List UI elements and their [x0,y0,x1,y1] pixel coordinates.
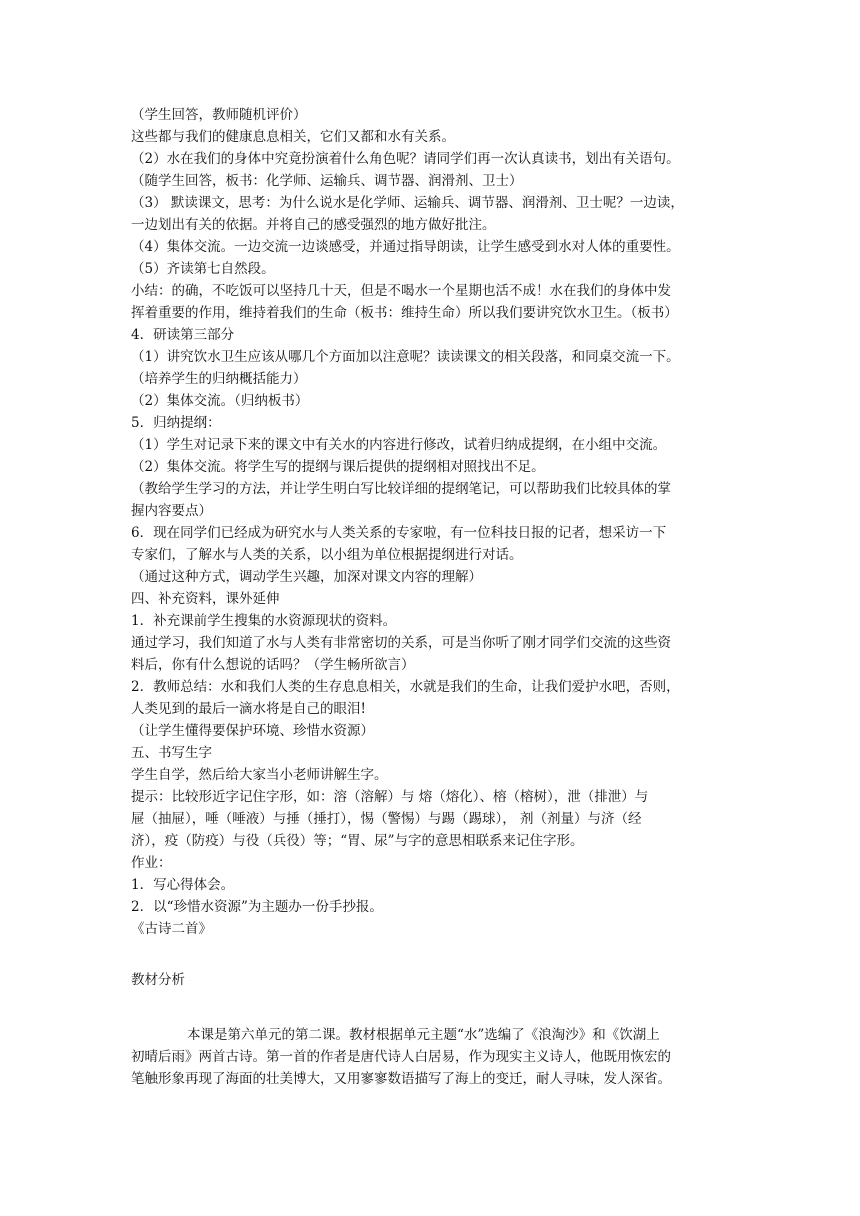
text-line: （5）齐读第七自然段。 [131,261,275,277]
text-line: 一边划出有关的依据。并将自己的感受强烈的地方做好批注。 [131,217,496,233]
text-line: （1）讲究饮水卫生应该从哪几个方面加以注意呢？读读课文的相关段落，和同桌交流一下。 [131,349,680,365]
text-line: 握内容要点） [131,503,212,519]
text-line: 1．写心得体会。 [131,877,235,893]
text-line: 屉（抽屉），唾（唾液）与捶（捶打），惕（警惕）与踢（踢球）， 剂（剂量）与济（经 [131,811,642,827]
text-line: （培养学生的归纳概括能力） [131,371,307,387]
text-line: 学生自学，然后给大家当小老师讲解生字。 [131,767,388,783]
document-body [131,104,731,1090]
text-line: （2）集体交流。（归纳板书） [131,393,309,409]
text-line: （2）水在我们的身体中究竟扮演着什么角色呢？请同学们再一次认真读书，划出有关语句。 [131,151,680,167]
text-line: 提示：比较形近字记住字形，如：溶（溶解）与 熔（熔化）、榕（榕树），泄（排泄）与 [131,789,649,805]
section-heading: 五、书写生字 [131,745,212,761]
text-line: 2．以“珍惜水资源”为主题办一份手抄报。 [131,899,383,915]
text-line: （学生回答，教师随机评价） [131,107,307,123]
section-heading: 教材分析 [131,972,185,988]
text-line: （2）集体交流。将学生写的提纲与课后提供的提纲相对照找出不足。 [131,459,545,475]
homework-heading: 作业： [131,855,172,871]
text-line: 料后，你有什么想说的话吗？（学生畅所欲言） [131,657,415,673]
text-line: 济），疫（防疫）与役（兵役）等；“胃、尿”与字的意思相联系来记住字形。 [131,833,584,849]
text-line: 挥着重要的作用，维持着我们的生命（板书：维持生命）所以我们要讲究饮水卫生。（板书） [131,305,678,321]
text-line: 2．教师总结：水和我们人类的生存息息相关，水就是我们的生命，让我们爱护水吧，否则， [131,679,680,695]
section-heading: 5．归纳提纲： [131,415,221,431]
lesson-title: 《古诗二首》 [131,921,212,937]
section-heading: 4．研读第三部分 [131,327,235,343]
text-line: 笔触形象再现了海面的壮美博大，又用寥寥数语描写了海上的变迁，耐人寻味，发人深省。 [131,1071,671,1087]
text-line: 专家们，了解水与人类的关系，以小组为单位根据提纲进行对话。 [131,547,523,563]
text-line: （通过这种方式，调动学生兴趣，加深对课文内容的理解） [131,569,482,585]
text-line: 1．补充课前学生搜集的水资源现状的资料。 [131,613,397,629]
text-line: （随学生回答，板书：化学师、运输兵、调节器、润滑剂、卫士） [131,173,523,189]
text-line: （让学生懂得要保护环境、珍惜水资源） [131,723,374,739]
text-line: 6．现在同学们已经成为研究水与人类关系的专家啦，有一位科技日报的记者，想采访一下 [131,525,667,541]
text-line: 这些都与我们的健康息息相关，它们又都和水有关系。 [131,129,455,145]
section-heading: 四、补充资料，课外延伸 [131,591,280,607]
text-line: 通过学习，我们知道了水与人类有非常密切的关系，可是当你听了刚才同学们交流的这些资 [131,635,671,651]
text-line: （教给学生学习的方法，并让学生明白写比较详细的提纲笔记，可以帮助我们比较具体的掌 [131,481,671,497]
text-line: （3） 默读课文，思考：为什么说水是化学师、运输兵、调节器、润滑剂、卫士呢？一边读， [131,195,684,211]
text-line: （1）学生对记录下来的课文中有关水的内容进行修改，试着归纳成提纲，在小组中交流。 [131,437,667,453]
paragraph-first-line: 本课是第六单元的第二课。教材根据单元主题“水”选编了《浪淘沙》和《饮湖上 [187,1027,660,1043]
text-line: 小结：的确，不吃饭可以坚持几十天，但是不喝水一个星期也活不成！水在我们的身体中发 [131,283,671,299]
text-line: （4）集体交流。一边交流一边谈感受，并通过指导朗读，让学生感受到水对人体的重要性。 [131,239,680,255]
text-line: 初晴后雨》两首古诗。第一首的作者是唐代诗人白居易，作为现实主义诗人，他既用恢宏的 [131,1049,671,1065]
text-line: 人类见到的最后一滴水将是自己的眼泪! [131,701,366,717]
